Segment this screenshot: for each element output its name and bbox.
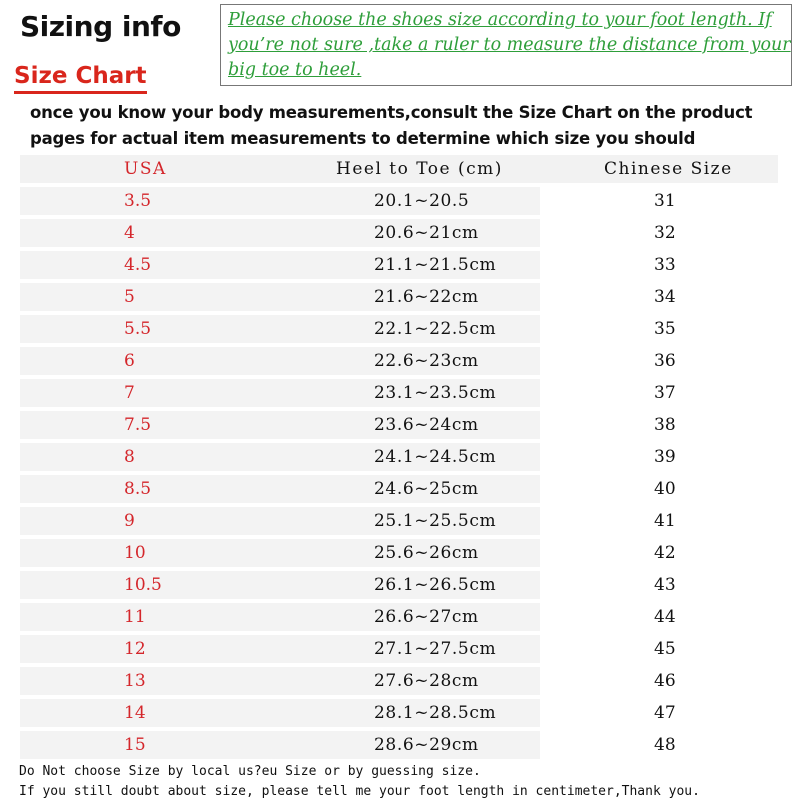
cell-heel-to-toe: 28.6~29cm: [270, 731, 540, 759]
cell-heel-to-toe: 24.6~25cm: [270, 475, 540, 503]
cell-chinese-size: 46: [540, 667, 778, 695]
cell-usa: 15: [20, 731, 270, 759]
table-row: [20, 731, 778, 759]
table-row: [20, 315, 778, 343]
table-row: [20, 411, 778, 439]
table-row: [20, 507, 778, 535]
table-row: [20, 667, 778, 695]
table-row: [20, 283, 778, 311]
cell-usa: 10: [20, 539, 270, 567]
footer-warning: Do Not choose Size by local us?eu Size or by guessing size.: [19, 764, 481, 779]
cell-usa: 8: [20, 443, 270, 471]
cell-chinese-size: 35: [540, 315, 778, 343]
cell-heel-to-toe: 23.1~23.5cm: [270, 379, 540, 407]
table-row: [20, 475, 778, 503]
cell-heel-to-toe: 27.6~28cm: [270, 667, 540, 695]
cell-heel-to-toe: 25.6~26cm: [270, 539, 540, 567]
table-row: [20, 699, 778, 727]
cell-heel-to-toe: 26.1~26.5cm: [270, 571, 540, 599]
page-title: Sizing info: [20, 10, 181, 43]
cell-heel-to-toe: 22.6~23cm: [270, 347, 540, 375]
cell-heel-to-toe: 28.1~28.5cm: [270, 699, 540, 727]
cell-chinese-size: 31: [540, 187, 778, 215]
cell-chinese-size: 42: [540, 539, 778, 567]
cell-heel-to-toe: 21.1~21.5cm: [270, 251, 540, 279]
footer-notes: [19, 762, 700, 802]
cell-usa: 11: [20, 603, 270, 631]
cell-heel-to-toe: 21.6~22cm: [270, 283, 540, 311]
cell-usa: 4.5: [20, 251, 270, 279]
column-header-usa: USA: [20, 155, 270, 183]
cell-chinese-size: 34: [540, 283, 778, 311]
table-row: [20, 347, 778, 375]
cell-chinese-size: 44: [540, 603, 778, 631]
cell-usa: 13: [20, 667, 270, 695]
table-row: [20, 219, 778, 247]
notice-text: Please choose the shoes size according to your foot length. If you’re not sure ,take a ruler to measure the distance from your big toe to heel.: [228, 10, 791, 80]
cell-chinese-size: 36: [540, 347, 778, 375]
cell-usa: 5: [20, 283, 270, 311]
cell-heel-to-toe: 26.6~27cm: [270, 603, 540, 631]
cell-chinese-size: 37: [540, 379, 778, 407]
cell-usa: 14: [20, 699, 270, 727]
table-row: [20, 539, 778, 567]
cell-chinese-size: 43: [540, 571, 778, 599]
cell-chinese-size: 45: [540, 635, 778, 663]
cell-heel-to-toe: 23.6~24cm: [270, 411, 540, 439]
cell-usa: 8.5: [20, 475, 270, 503]
size-chart-label: Size Chart: [14, 62, 147, 94]
table-row: [20, 443, 778, 471]
footer-contact-note: If you still doubt about size, please tell me your foot length in centimeter,Thank you.: [19, 784, 700, 799]
cell-chinese-size: 48: [540, 731, 778, 759]
cell-heel-to-toe: 20.6~21cm: [270, 219, 540, 247]
cell-heel-to-toe: 27.1~27.5cm: [270, 635, 540, 663]
cell-chinese-size: 39: [540, 443, 778, 471]
instructions-text: once you know your body measurements,consult the Size Chart on the product pages for actual item measurements to determine which size you should: [30, 103, 753, 148]
cell-heel-to-toe: 20.1~20.5: [270, 187, 540, 215]
cell-heel-to-toe: 22.1~22.5cm: [270, 315, 540, 343]
table-row: [20, 571, 778, 599]
cell-chinese-size: 38: [540, 411, 778, 439]
cell-usa: 9: [20, 507, 270, 535]
cell-usa: 7.5: [20, 411, 270, 439]
cell-usa: 6: [20, 347, 270, 375]
cell-usa: 7: [20, 379, 270, 407]
table-row: [20, 635, 778, 663]
cell-chinese-size: 33: [540, 251, 778, 279]
column-header-chinese-size: Chinese Size: [540, 155, 778, 183]
notice-box: [220, 4, 792, 86]
table-header-row: [20, 155, 778, 183]
cell-heel-to-toe: 24.1~24.5cm: [270, 443, 540, 471]
table-row: [20, 603, 778, 631]
table-row: [20, 187, 778, 215]
cell-usa: 12: [20, 635, 270, 663]
cell-usa: 5.5: [20, 315, 270, 343]
table-row: [20, 251, 778, 279]
column-header-heel-to-toe: Heel to Toe (cm): [270, 155, 540, 183]
cell-usa: 4: [20, 219, 270, 247]
table-row: [20, 379, 778, 407]
cell-chinese-size: 47: [540, 699, 778, 727]
cell-chinese-size: 41: [540, 507, 778, 535]
cell-heel-to-toe: 25.1~25.5cm: [270, 507, 540, 535]
size-table: [20, 151, 778, 763]
cell-chinese-size: 40: [540, 475, 778, 503]
cell-usa: 10.5: [20, 571, 270, 599]
cell-chinese-size: 32: [540, 219, 778, 247]
cell-usa: 3.5: [20, 187, 270, 215]
